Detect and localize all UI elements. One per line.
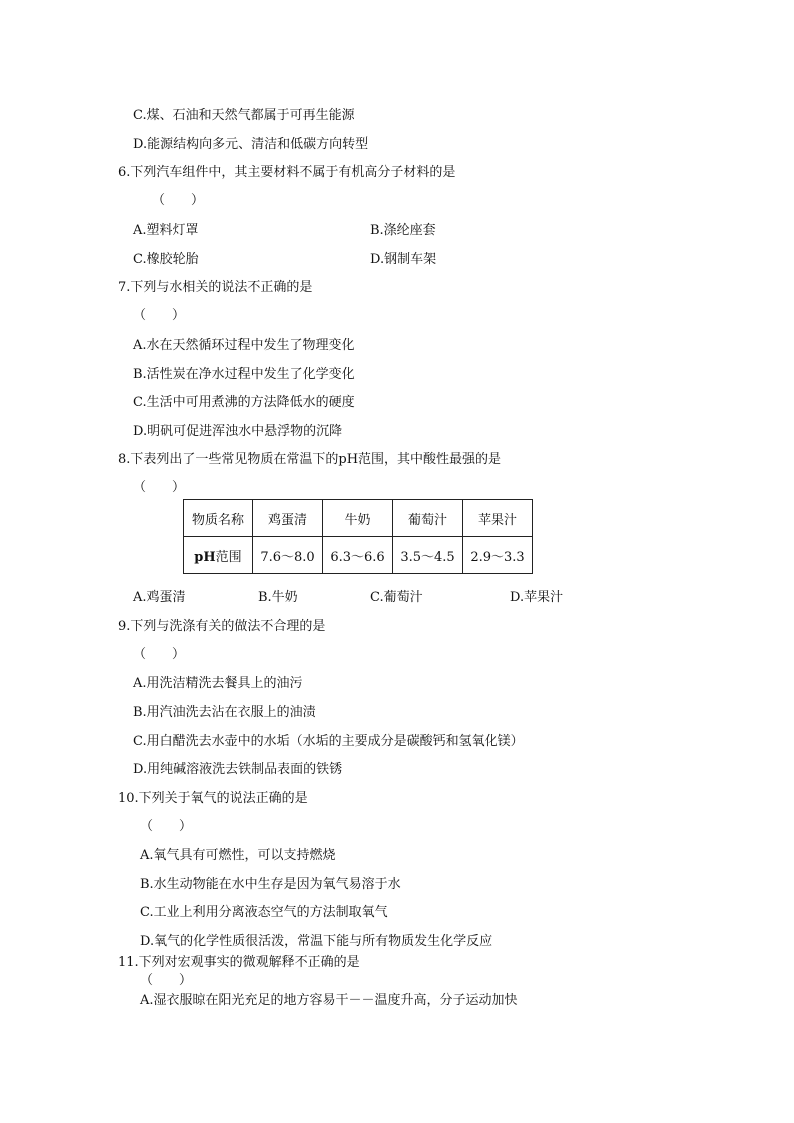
table-cell: 7.6～8.0 [253,537,323,574]
q6-answer-bracket: （ ） [152,193,205,208]
q11-answer-bracket: （ ） [140,973,193,988]
q9-option-c: C.用白醋洗去水壶中的水垢（水垢的主要成分是碳酸钙和氢氧化镁） [133,734,524,749]
q6-option-c: C.橡胶轮胎 [133,252,199,267]
q10-option-b: B.水生动物能在水中生存是因为氧气易溶于水 [140,877,401,892]
q8-option-d: D.苹果汁 [510,590,564,605]
question-8: 8.下表列出了一些常见物质在常温下的pH范围，其中酸性最强的是 [118,452,502,467]
q9-option-d: D.用纯碱溶液洗去铁制品表面的铁锈 [133,762,343,777]
q8-option-c: C.葡萄汁 [370,590,423,605]
q7-answer-bracket: （ ） [133,308,186,323]
table-header-cell: 鸡蛋清 [253,500,323,537]
q7-option-d: D.明矾可促进浑浊水中悬浮物的沉降 [133,424,343,439]
q6-option-b: B.涤纶座套 [370,223,436,238]
q10-answer-bracket: （ ） [140,819,193,834]
q8-option-a: A.鸡蛋清 [133,590,186,605]
ph-range-label [184,537,253,574]
q11-option-a: A.湿衣服晾在阳光充足的地方容易干－－温度升高，分子运动加快 [140,993,518,1008]
q9-option-b: B.用汽油洗去沾在衣服上的油渍 [133,705,316,720]
q5-option-c: C.煤、石油和天然气都属于可再生能源 [133,108,355,123]
question-6: 6.下列汽车组件中，其主要材料不属于有机高分子材料的是 [118,165,456,180]
table-header-cell: 牛奶 [323,500,393,537]
range-word: 范围 [215,549,242,565]
q9-option-a: A.用洗洁精洗去餐具上的油污 [133,676,303,691]
table-cell: 6.3～6.6 [323,537,393,574]
ph-symbol: pH [194,549,216,565]
ph-range-table [183,499,533,574]
table-row [184,537,533,574]
table-header-row [184,500,533,537]
q10-option-c: C.工业上利用分离液态空气的方法制取氧气 [140,905,388,920]
q10-option-a: A.氧气具有可燃性，可以支持燃烧 [140,848,336,863]
q7-option-c: C.生活中可用煮沸的方法降低水的硬度 [133,395,355,410]
table-cell: 2.9～3.3 [463,537,533,574]
table-cell: 3.5～4.5 [393,537,463,574]
q5-option-d: D.能源结构向多元、清洁和低碳方向转型 [133,137,369,152]
table-header-cell: 葡萄汁 [393,500,463,537]
q8-answer-bracket: （ ） [133,480,186,495]
question-10: 10.下列关于氧气的说法正确的是 [118,791,308,806]
question-9: 9.下列与洗涤有关的做法不合理的是 [118,619,326,634]
q6-option-a: A.塑料灯罩 [133,223,199,238]
q8-option-b: B.牛奶 [258,590,298,605]
table-header-cell: 物质名称 [184,500,253,537]
q6-option-d: D.钢制车架 [370,252,437,267]
q7-option-b: B.活性炭在净水过程中发生了化学变化 [133,367,355,382]
question-11: 11.下列对宏观事实的微观解释不正确的是 [118,955,360,970]
q7-option-a: A.水在天然循环过程中发生了物理变化 [133,338,355,353]
q10-option-d: D.氧气的化学性质很活泼，常温下能与所有物质发生化学反应 [140,934,493,949]
q9-answer-bracket: （ ） [133,647,186,662]
question-7: 7.下列与水相关的说法不正确的是 [118,280,313,295]
table-header-cell: 苹果汁 [463,500,533,537]
